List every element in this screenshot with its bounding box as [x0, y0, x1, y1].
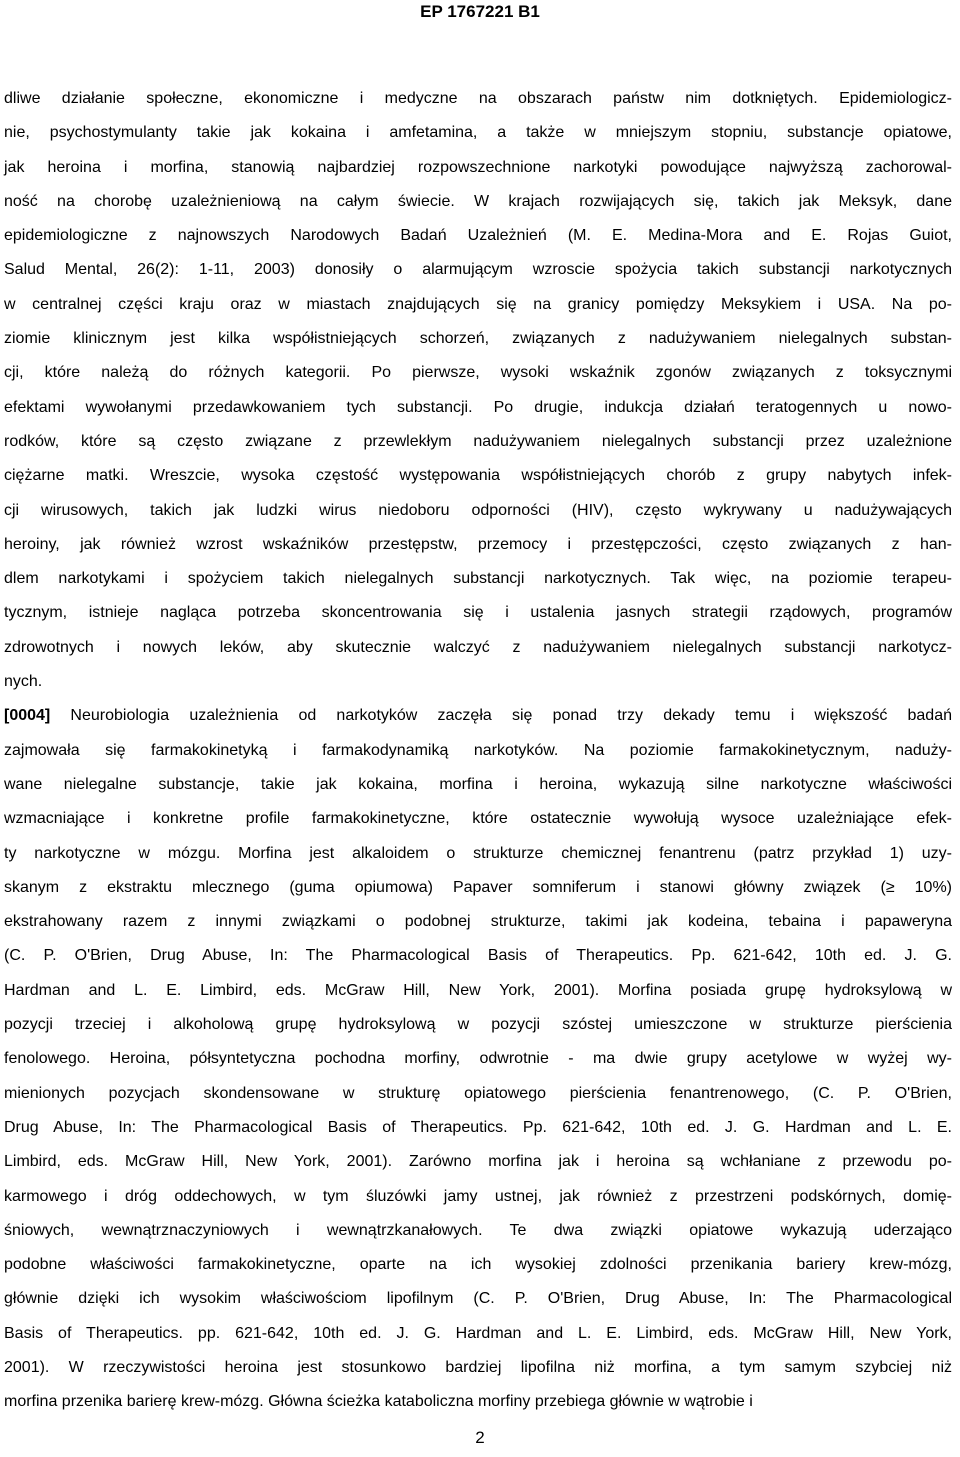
text-line: Limbird, eds. McGraw Hill, New York, 2001). Zarówno morfina jak i heroina są wchłaniane z przewodu po- [4, 1153, 952, 1171]
text-line: zdrowotnych i nowych leków, aby skutecznie walczyć z nadużywaniem nielegalnych substancji narkotycz- [4, 638, 952, 656]
text-line: zajmowała się farmakokinetyką i farmakodynamiką narkotyków. Na poziomie farmakokinetycznym, naduży- [4, 741, 952, 759]
text-line: mienionych pozycjach skondensowane w strukturę opiatowego pierścienia fenantrenowego, (C. P. O'Brien, [4, 1084, 952, 1102]
text-line: dliwe działanie społeczne, ekonomiczne i medyczne na obszarach państw nim dotkniętych. Epidemiologicz- [4, 90, 952, 107]
text-line: skanym z ekstraktu mlecznego (guma opiumowa) Papaver somniferum i stanowi główny związek (≥ 10%) [4, 878, 952, 896]
text-line: Hardman and L. E. Limbird, eds. McGraw Hill, New York, 2001). Morfina posiada grupę hydroksylową w [4, 981, 952, 999]
paragraph-0004-first-line [4, 699, 952, 733]
text-line: Basis of Therapeutics. pp. 621-642, 10th ed. J. G. Hardman and L. E. Limbird, eds. McGraw Hill, New York, [4, 1324, 952, 1342]
text-line: cji wirusowych, takich jak ludzki wirus niedoboru odporności (HIV), często wykrywany u nadużywających [4, 501, 952, 519]
paragraph-number: [0004] [4, 707, 51, 725]
text-line: efektami wywołanymi przedawkowaniem tych substancji. Po drugie, indukcja działań teratogennych u nowo- [4, 398, 952, 416]
text-line: wane nielegalne substancje, takie jak kokaina, morfina i heroina, wykazują silne narkotyczne właściwości [4, 775, 952, 793]
text-line: tycznym, istnieje nagląca potrzeba skoncentrowania się i ustalenia jasnych strategii rządowych, programów [4, 604, 952, 622]
text-line: podobne właściwości farmakokinetyczne, oparte na ich wysokiej zdolności przenikania bariery krew-mózg, [4, 1256, 952, 1274]
text-line: ciężarne matki. Wreszcie, wysoka częstość występowania współistniejących chorób z grupy nabytych infek- [4, 467, 952, 485]
text-line: heroiny, jak również wzrost wskaźników przestępstw, przemocy i przestępczości, często związanych z han- [4, 535, 952, 553]
text-line: pozycji trzeciej i alkoholową grupę hydroksylową w pozycji szóstej umieszczone w strukturze pierścienia [4, 1016, 952, 1034]
paragraph-text: Neurobiologia uzależnienia od narkotyków zaczęła się ponad trzy dekady temu i większość badań [50, 707, 952, 725]
page-header: EP 1767221 B1 [420, 2, 540, 21]
page-number: 2 [475, 1428, 485, 1447]
text-line: morfina przenika barierę krew-mózg. Główna ścieżka kataboliczna morfiny przebiega głównie w wątrobie i [4, 1393, 753, 1411]
text-line: dlem narkotykami i spożyciem takich nielegalnych substancji narkotycznych. Tak więc, na poziomie terapeu- [4, 570, 952, 588]
text-line: fenolowego. Heroina, półsyntetyczna pochodna morfiny, odwrotnie - ma dwie grupy acetylowe w wyżej wy- [4, 1050, 952, 1068]
text-line: ność na chorobę uzależnieniową na całym świecie. W krajach rozwijających się, takich jak Meksyk, dane [4, 192, 952, 210]
text-line: jak heroina i morfina, stanowią najbardziej rozpowszechnione narkotyki powodujące najwyższą zachorowal- [4, 158, 952, 176]
text-line: ekstrahowany razem z innymi związkami o podobnej strukturze, takimi jak kodeina, tebaina i papaweryna [4, 913, 952, 931]
text-line: śniowych, wewnątrznaczyniowych i wewnątrzkanałowych. Te dwa związki opiatowe wykazują uderzająco [4, 1221, 952, 1239]
text-line: nych. [4, 673, 43, 691]
text-line: nie, psychostymulanty takie jak kokaina i amfetamina, a także w mniejszym stopniu, substancje opiatowe, [4, 124, 952, 142]
text-line: epidemiologiczne z najnowszych Narodowych Badań Uzależnień (M. E. Medina-Mora and E. Rojas Guiot, [4, 227, 952, 245]
text-line: (C. P. O'Brien, Drug Abuse, In: The Pharmacological Basis of Therapeutics. Pp. 621-642, 10th ed. J. G. [4, 947, 952, 965]
text-line: 2001). W rzeczywistości heroina jest stosunkowo bardziej lipofilna niż morfina, a tym samym szybciej niż [4, 1358, 952, 1376]
text-line: karmowego i dróg oddechowych, w tym śluzówki jamy ustnej, jak również z przestrzeni podskórnych, domię- [4, 1187, 952, 1205]
text-line: w centralnej części kraju oraz w miastach znajdujących się na granicy pomiędzy Meksykiem i USA. Na po- [4, 295, 952, 313]
body-text [4, 82, 952, 1420]
text-line: Drug Abuse, In: The Pharmacological Basis of Therapeutics. Pp. 621-642, 10th ed. J. G. Hardman and L. E. [4, 1118, 952, 1136]
text-line: wzmacniające i konkretne profile farmakokinetyczne, które ostatecznie wywołują wysoce uzależniające efek- [4, 810, 952, 828]
text-line: ty narkotyczne w mózgu. Morfina jest alkaloidem o strukturze chemicznej fenantrenu (patrz przykład 1) uzy- [4, 844, 952, 862]
text-line: rodków, które są często związane z przewlekłym nadużywaniem nielegalnych substancji przez uzależnione [4, 432, 952, 450]
text-line: ziomie klinicznym jest kilka współistniejących schorzeń, związanych z nadużywaniem nielegalnych substan- [4, 330, 952, 348]
text-line: Salud Mental, 26(2): 1-11, 2003) donosiły o alarmującym wzroscie spożycia takich substancji narkotycznych [4, 261, 952, 279]
text-line: cji, które należą do różnych kategorii. Po pierwsze, wysoki wskaźnik zgonów związanych z toksycznymi [4, 364, 952, 382]
text-line: głównie dzięki ich wysokim właściwościom lipofilnym (C. P. O'Brien, Drug Abuse, In: The Pharmacological [4, 1290, 952, 1308]
